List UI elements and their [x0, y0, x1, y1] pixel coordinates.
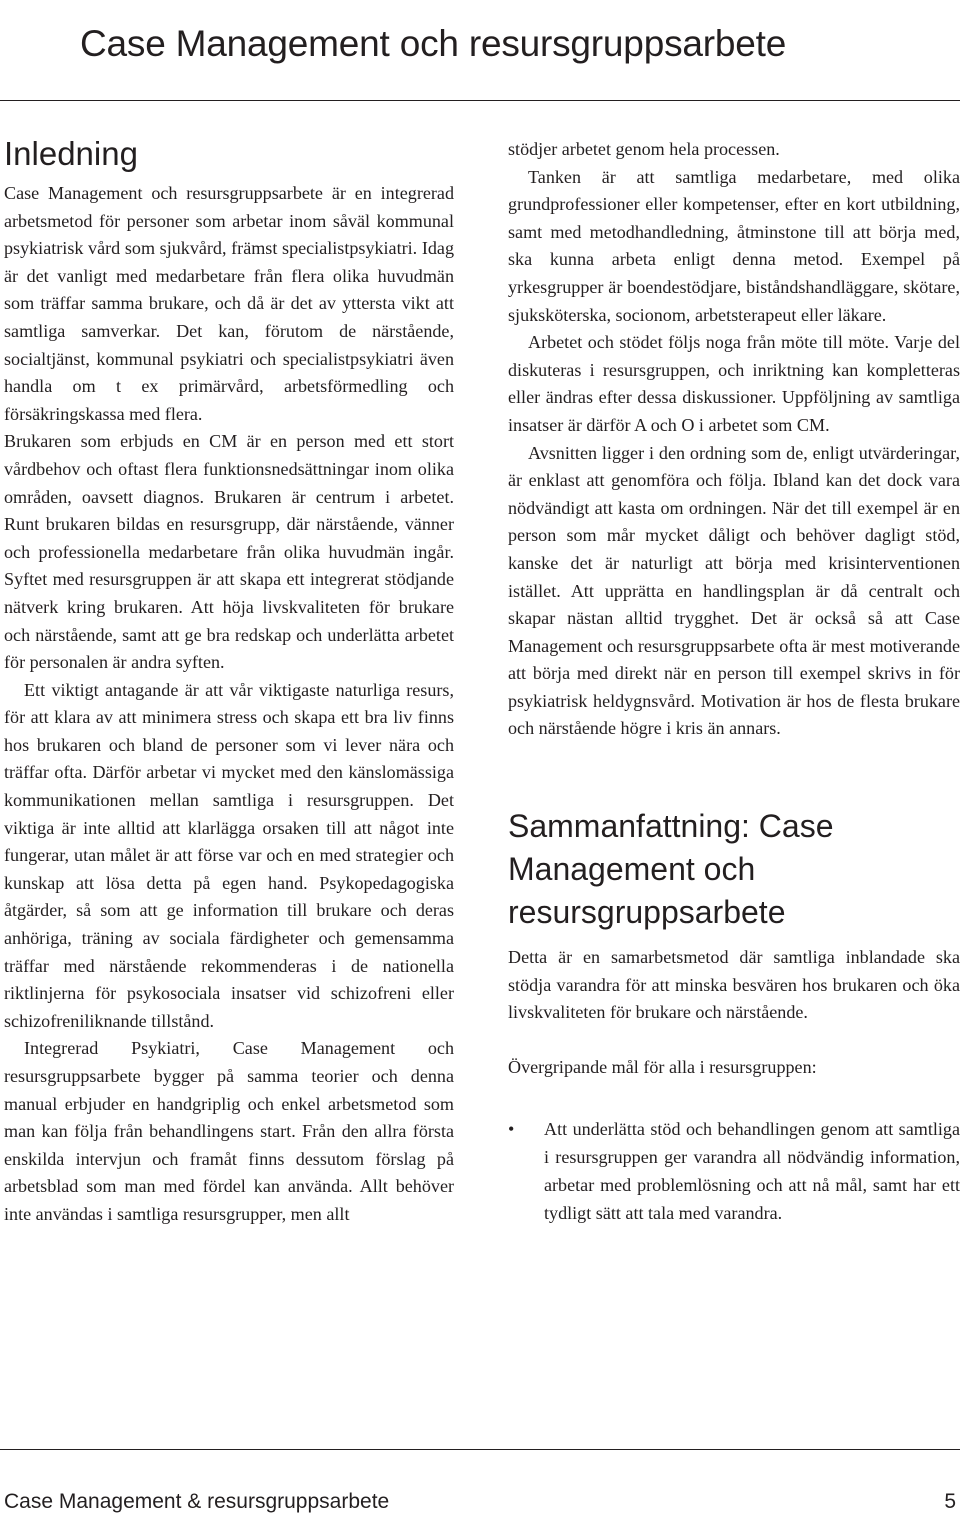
body-paragraph: Case Management och resursgruppsarbete är en integrerad arbetsmetod för personer som arbetar inom såväl kommunal psykiatrisk vård som sjukvård, främst specialistpsykiatri. Idag är det vanligt med medarbetare från flera olika huvudmän som träffar samma brukare, och då är det av yttersta vikt att samtliga samverkar. Det kan, förutom de närstående, socialtjänst, kommunal psykiatri och specialistpsykiatri även handla om t ex primärvård, arbetsförmedling och försäkringskassa med flera.: [4, 183, 454, 424]
body-paragraph: stödjer arbetet genom hela processen.: [508, 139, 780, 159]
section-heading-sammanfattning: Sammanfattning: Case Management och resursgruppsarbete: [508, 808, 834, 931]
running-title: Case Management & resursgruppsarbete: [4, 1490, 390, 1513]
page-number: 5: [944, 1490, 956, 1513]
footer-divider: [0, 1449, 960, 1450]
list-item-text: Att underlätta stöd och behandlingen genom att samtliga i resursgruppen ger varandra all nödvändig information, arbetar med problemlösning och att nå mål, samt har ett tydligt sätt att tala med varandra.: [544, 1119, 960, 1224]
goals-list: [508, 1115, 960, 1227]
list-item: [508, 1115, 960, 1227]
body-paragraph: Avsnitten ligger i den ordning som de, enligt utvärderingar, är enklast att genomföra och följa. Ibland kan det dock vara nödvändigt att kasta om ordningen. När det till exempel är en person som mår mycket dåligt och behöver dagligt stöd, kanske det är naturligt att börja med krisinterventionen istället. Att upprätta en handlingsplan är då centralt och skapar nästan alltid trygghet. Det är också så att Case Management och resursgruppsarbete ofta är mest motiverande att börja med direkt när en person till exempel skrivs in för psykiatrisk heldygnsvård. Motivation är hos de flesta brukare och närstående högre i kris än annars.: [508, 442, 960, 739]
body-paragraph: Tanken är att samtliga medarbetare, med olika grundprofessioner eller kompetenser, efter en kort utbildning, samt med metodhandledning, åtminstone till att börja med, ska kunna arbeta enligt denna metod. Exempel på yrkesgrupper är boendestödjare, biståndshandläggare, skötare, sjuksköterska, socionom, arbetsterapeut eller läkare.: [508, 166, 960, 325]
body-paragraph: Arbetet och stödet följs noga från möte till möte. Varje del diskuteras i resursgruppen, och inriktning kan kompletteras eller ändras efter dessa diskussioner. Uppföljning av samtliga insatser är därför A och O i arbetet som CM.: [508, 332, 960, 435]
left-column: [4, 128, 454, 1229]
page-title: Case Management och resursgruppsarbete: [80, 23, 787, 64]
goals-intro: Övergripande mål för alla i resursgruppen:: [508, 1056, 817, 1077]
section-heading-inledning: Inledning: [4, 135, 138, 172]
right-column: [508, 136, 960, 1227]
body-paragraph: Ett viktigt antagande är att vår viktigaste naturliga resurs, för att klara av att minimera stress och skapa ett bra liv finns hos brukaren och bland de personer som vi lever nära och träffar ofta. Därför arbetar vi mycket med den känslomässiga kommunikationen mellan samtliga i resursgruppen. Det viktiga är inte alltid att klarlägga orsaken till att något inte fungerar, utan målet är att förse var och en med strategier och kunskap att lösa detta på egen hand. Psykopedagogiska åtgärder, så som att ge information till brukare och deras anhöriga, träning av sociala färdigheter och gemensamma träffar med närstående rekommenderas i de nationella riktlinjerna för psykosociala insatser vid schizofreni eller schizofreniliknande tillstånd.: [4, 679, 454, 1031]
page-footer: [4, 1488, 956, 1518]
bullet-icon: •: [508, 1119, 515, 1140]
body-paragraph: Brukaren som erbjuds en CM är en person med ett stort vårdbehov och oftast flera funktionsnedsättningar inom olika områden, oavsett diagnos. Brukaren är centrum i arbetet. Runt brukaren bildas en resursgrupp, där närstående, vänner och professionella medarbetare från olika huvudmän ingår. Syftet med resursgruppen är att skapa ett integrerat stödjande nätverk kring brukaren. Att höja livskvaliteten för brukare och närstående, samt att ge bra redskap och underlätta arbetet för personalen är andra syften.: [4, 431, 454, 673]
summary-paragraph: Detta är en samarbetsmetod där samtliga inblandade ska stödja varandra för att minska besvären hos brukaren och öka livskvaliteten för brukare och närstående.: [508, 947, 960, 1023]
header-divider: [0, 100, 960, 101]
body-paragraph: Integrerad Psykiatri, Case Management och resursgruppsarbete bygger på samma teorier och denna manual erbjuder en handgriplig och enkel arbetsmetod som man kan följa från behandlingens start. Från den allra första enskilda intervjun och framåt finns dessutom förslag på arbetsblad som man med fördel kan använda. Allt behöver inte användas i samtliga resursgrupper, men allt: [4, 1038, 454, 1224]
